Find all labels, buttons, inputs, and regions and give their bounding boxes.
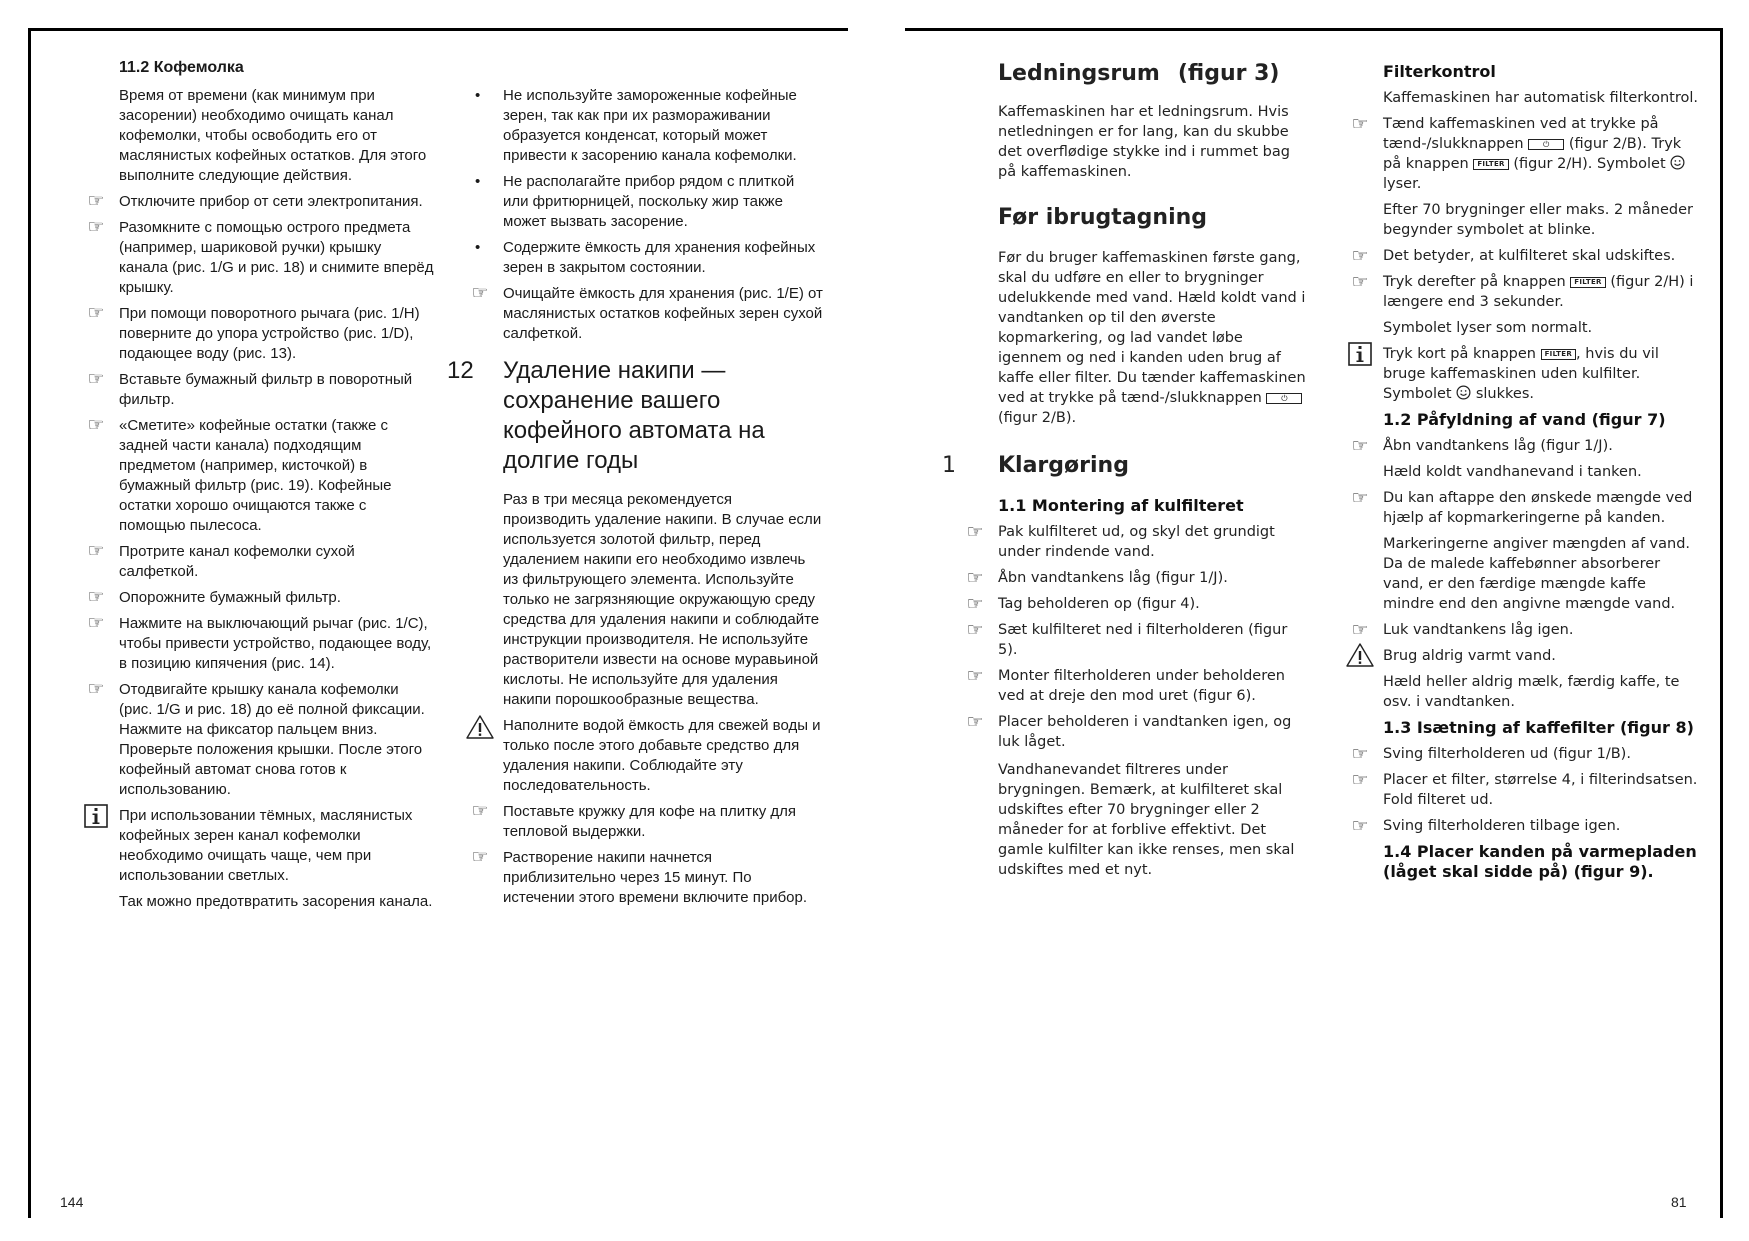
section-12-title: 12 Удаление накипи — сохранение вашего кофейного автомата на долгие годы (447, 357, 765, 474)
hand-pointer-icon: ☞ (1351, 113, 1369, 135)
closing-text: Так можно предотвратить засорения канала. (119, 893, 433, 910)
intro-text: Время от времени (как минимум при засорении) необходимо очищать канал кофемолки, чтобы освободить его от маслянистых кофейных остатков. Для этого выполните следующие действия. (119, 87, 427, 184)
warning-icon (1345, 642, 1375, 671)
right-page-top-rule (905, 28, 1723, 31)
left-col-1 (87, 58, 434, 918)
filter-button-icon: FILTER (1541, 349, 1576, 360)
list-item: ☞ Det betyder, at kulfilteret skal udskiftes. (1383, 246, 1701, 266)
hand-pointer-icon: ☞ (1351, 435, 1369, 457)
right-page-number: 81 (1671, 1194, 1687, 1210)
hand-pointer-icon: ☞ (966, 593, 984, 615)
list-item: ☞ Monter filterholderen under beholderen ved at dreje den mod uret (figur 6). (998, 666, 1308, 706)
hand-pointer-icon: ☞ (966, 711, 984, 733)
list-item: ☞ Pak kulfilteret ud, og skyl det grundigt under rindende vand. (998, 522, 1308, 562)
warning-icon (465, 714, 495, 744)
section-number: 12 (447, 357, 474, 384)
list-item: ☞ Поставьте кружку для кофе на плитку для тепловой выдержки. (503, 802, 823, 842)
left-col-2 (447, 86, 823, 914)
list-item: ☞ Отодвигайте крышку канала кофемолки (рис. 1/G и рис. 18) до её полной фиксации. Нажмите на фиксатор пальцем вниз. Проверьте положения крышки. После этого кофейный автомат снова готов к использованию. (119, 680, 434, 800)
hand-pointer-icon: ☞ (966, 567, 984, 589)
list-item: ☞ Разомкните с помощью острого предмета (например, шариковой ручки) крышку канала (рис. 1/G и рис. 18) и снимите вперёд крышку. (119, 218, 434, 298)
list-item: ☞ Åbn vandtankens låg (figur 1/J). (998, 568, 1308, 588)
list-item: ☞ Åbn vandtankens låg (figur 1/J). (1383, 436, 1701, 456)
right-col-2 (1351, 60, 1701, 888)
list-item: ☞ При помощи поворотного рычага (рис. 1/H) поверните до упора устройство (рис. 1/D), подающее воду (рис. 13). (119, 304, 434, 364)
list-item: ☞ Du kan aftappe den ønskede mængde ved hjælp af kopmarkeringerne på kanden. (1383, 488, 1701, 528)
hand-pointer-icon: ☞ (1351, 245, 1369, 267)
hand-pointer-icon: ☞ (471, 283, 489, 304)
section-12-body: Раз в три месяца рекомендуется производить удаление накипи. В случае если используется золотой фильтр, перед удалением накипи его необходимо извлечь из фильтрующего элемента. Используйте только не загрязняющие окружающую среду средства для удаления накипи и соблюдайте инструкции производителя. Не используйте растворители извести на основе муравьиной кислоты. Не используйте для удаления накипи порошкообразные вещества. (503, 491, 822, 708)
ledningsrum-heading: Ledningsrum (figur 3) (998, 61, 1280, 86)
hand-pointer-icon: ☞ (471, 801, 489, 822)
list-item: ☞ Растворение накипи начнется приблизительно через 15 минут. По истечении этого времени включите прибор. (503, 848, 823, 908)
smiley-icon (1670, 155, 1685, 170)
info-note: Tryk kort på knappen FILTER , hvis du vil bruge kaffemaskinen uden kulfilter. Symbolet slukkes. (1383, 344, 1701, 404)
list-item: ☞ Tænd kaffemaskinen ved at trykke på tænd-/slukknappen ⏻ (figur 2/B). Tryk på knappen FILTER (figur 2/H). Symbolet lyser. (1383, 114, 1701, 194)
subsection-heading: 1.2 Påfyldning af vand (figur 7) (1383, 410, 1666, 429)
list-item: ☞ Отключите прибор от сети электропитания. (119, 192, 434, 212)
subsection-heading: 1.1 Montering af kulfilteret (998, 496, 1244, 515)
hand-pointer-icon: ☞ (87, 369, 105, 390)
ledningsrum-body: Kaffemaskinen har et ledningsrum. Hvis netledningen er for lang, kan du skubbe det overflødige stykke ind i rummet bag på kaffemaskinen. (998, 104, 1290, 180)
symbol-normal-text: Symbolet lyser som normalt. (1383, 320, 1593, 336)
info-icon (81, 804, 111, 832)
filterkontrol-heading: Filterkontrol (1383, 62, 1496, 81)
hand-pointer-icon: ☞ (1351, 769, 1369, 791)
power-button-icon: ⏻ (1528, 139, 1564, 150)
klargoring-heading: 1 Klargøring (942, 453, 1129, 478)
hand-pointer-icon: ☞ (471, 847, 489, 868)
bullet-icon: • (475, 239, 481, 256)
list-item: ☞ Placer et filter, størrelse 4, i filterindsatsen. Fold filteret ud. (1383, 770, 1701, 810)
list-item: ☞ Sving filterholderen tilbage igen. (1383, 816, 1701, 836)
right-col-1 (942, 60, 1308, 886)
list-item: ☞ Протрите канал кофемолки сухой салфеткой. (119, 542, 434, 582)
hand-pointer-icon: ☞ (1351, 815, 1369, 837)
smiley-icon (1456, 385, 1471, 400)
warning-note: Brug aldrig varmt vand. (1383, 646, 1701, 666)
hand-pointer-icon: ☞ (87, 679, 105, 700)
power-button-icon: ⏻ (1266, 393, 1302, 404)
hand-pointer-icon: ☞ (87, 613, 105, 634)
list-item: ☞ Вставьте бумажный фильтр в поворотный фильтр. (119, 370, 434, 410)
list-item: ☞ Очищайте ёмкость для хранения (рис. 1/E) от маслянистых остатков кофейных зерен сухой салфеткой. (503, 284, 823, 344)
warning-note: Наполните водой ёмкость для свежей воды и только после этого добавьте средство для удаления накипи. Соблюдайте эту последовательность. (503, 716, 823, 796)
bullet-item: • Не используйте замороженные кофейные зерен, так как при их размораживании образуется конденсат, который может привести к засорению канала кофемолки. (475, 87, 797, 164)
for-ibrugtagning-heading: Før ibrugtagning (998, 205, 1208, 230)
filter-button-icon: FILTER (1570, 277, 1605, 288)
hand-pointer-icon: ☞ (1351, 743, 1369, 765)
filter-button-icon: FILTER (1473, 159, 1508, 170)
bullet-icon: • (475, 173, 481, 190)
left-page-number: 144 (60, 1194, 84, 1210)
markings-text: Markeringerne angiver mængden af vand. Da de malede kaffebønner absorberer vand, er den færdige mængde kaffe mindre end den angivne mængde vand. (1383, 536, 1691, 612)
kulfilter-body: Vandhanevandet filtreres under brygningen. Bemærk, at kulfilteret skal udskiftes efter 70 brygninger eller 2 måneder for at forblive effektivt. Det gamle kulfilter kan ikke renses, men skal udskiftes med et nyt. (998, 762, 1295, 878)
hand-pointer-icon: ☞ (87, 587, 105, 608)
hand-pointer-icon: ☞ (966, 665, 984, 687)
never-milk-text: Hæld heller aldrig mælk, færdig kaffe, te osv. i vandtanken. (1383, 674, 1680, 710)
right-page-right-rule (1720, 28, 1723, 1218)
filterkontrol-intro: Kaffemaskinen har automatisk filterkontrol. (1383, 90, 1699, 106)
hand-pointer-icon: ☞ (87, 191, 105, 212)
hand-pointer-icon: ☞ (966, 521, 984, 543)
hand-pointer-icon: ☞ (87, 303, 105, 324)
section-number: 1 (942, 453, 956, 478)
left-page-top-rule (28, 28, 848, 31)
list-item: ☞ «Сметите» кофейные остатки (также с задней части канала) подходящим предметом (например, кисточкой) в бумажный фильтр (рис. 19). Кофейные остатки хорошо очищаются также с помощью пылесоса. (119, 416, 434, 536)
for-ibrugtagning-body: Før du bruger kaffemaskinen første gang, skal du udføre en eller to brygninger udelukkende med vand. Hæld koldt vand i vandtanken op til den øverste kopmarkering, og lad vandet løbe igennem og ned i kanden uden brug af kaffe eller filter. Du tænder kaffemaskinen ved at trykke på tænd-/slukknappen ⏻ (figur 2/B). (998, 250, 1306, 426)
info-icon (1345, 342, 1375, 369)
hand-pointer-icon: ☞ (87, 217, 105, 238)
list-item: ☞ Tag beholderen op (figur 4). (998, 594, 1308, 614)
list-item: ☞ Luk vandtankens låg igen. (1383, 620, 1701, 640)
bullet-icon: • (475, 87, 481, 104)
hand-pointer-icon: ☞ (1351, 619, 1369, 641)
list-item: ☞ Sving filterholderen ud (figur 1/B). (1383, 744, 1701, 764)
list-item: ☞ Placer beholderen i vandtanken igen, og luk låget. (998, 712, 1308, 752)
section-heading: 11.2 Кофемолка (119, 59, 244, 76)
list-item: ☞ Tryk derefter på knappen FILTER (figur 2/H) i længere end 3 sekunder. (1383, 272, 1701, 312)
bullet-item: • Не располагайте прибор рядом с плиткой или фритюрницей, поскольку жир также может вызвать засорение. (475, 173, 795, 230)
info-note: При использовании тёмных, маслянистых кофейных зерен канал кофемолки необходимо очищать чаще, чем при использовании светлых. (119, 806, 434, 886)
after-70-text: Efter 70 brygninger eller maks. 2 måneder begynder symbolet at blinke. (1383, 202, 1693, 238)
subsection-heading: 1.4 Placer kanden på varmepladen (låget skal sidde på) (figur 9). (1383, 842, 1697, 881)
list-item: ☞ Опорожните бумажный фильтр. (119, 588, 434, 608)
bullet-item: • Содержите ёмкость для хранения кофейных зерен в закрытом состоянии. (475, 239, 816, 276)
subsection-heading: 1.3 Isætning af kaffefilter (figur 8) (1383, 718, 1694, 737)
hand-pointer-icon: ☞ (87, 415, 105, 436)
fill-cold-text: Hæld koldt vandhanevand i tanken. (1383, 464, 1642, 480)
list-item: ☞ Нажмите на выключающий рычаг (рис. 1/C), чтобы привести устройство, подающее воду, в позицию кипячения (рис. 14). (119, 614, 434, 674)
hand-pointer-icon: ☞ (966, 619, 984, 641)
hand-pointer-icon: ☞ (1351, 271, 1369, 293)
hand-pointer-icon: ☞ (87, 541, 105, 562)
left-page-left-rule (28, 28, 31, 1218)
list-item: ☞ Sæt kulfilteret ned i filterholderen (figur 5). (998, 620, 1308, 660)
hand-pointer-icon: ☞ (1351, 487, 1369, 509)
